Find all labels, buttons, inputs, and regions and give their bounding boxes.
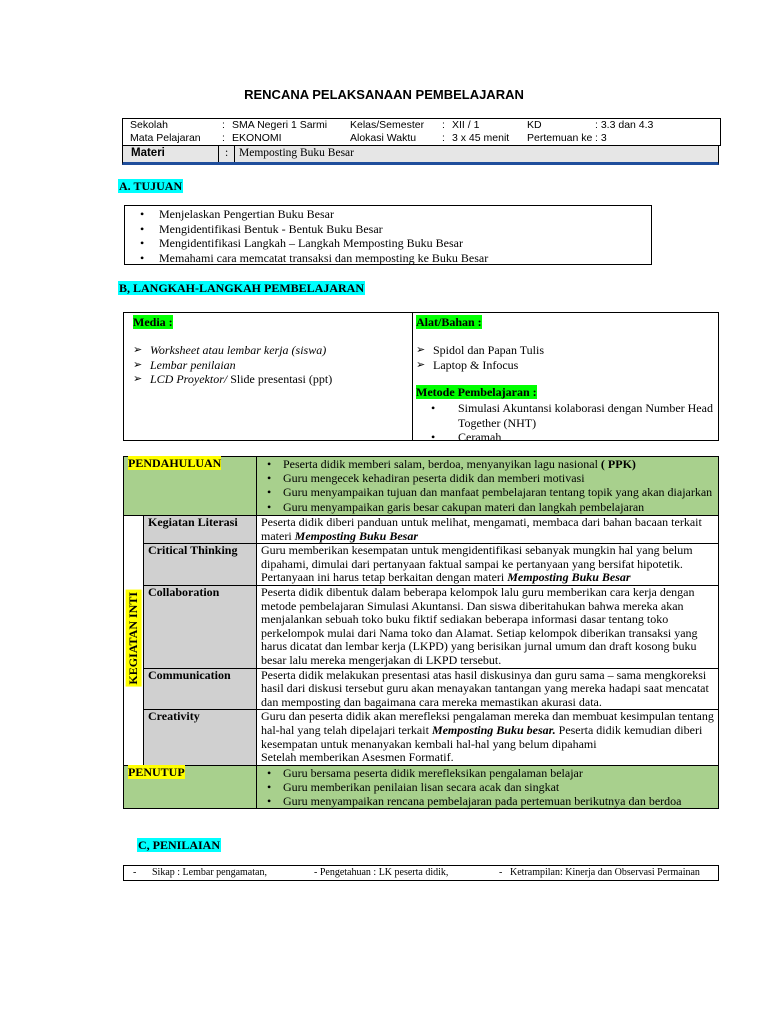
literasi-label: Kegiatan Literasi	[144, 516, 257, 544]
mapel-label: Mata Pelajaran	[130, 132, 201, 144]
kegiatan-inti-label: KEGIATAN INTI	[125, 592, 140, 685]
alokasi-label: Alokasi Waktu	[350, 132, 417, 144]
metode-label: Metode Pembelajaran :	[416, 385, 537, 399]
list-item: ➢ Spidol dan Papan Tulis	[416, 343, 716, 358]
list-item: ➢ LCD Proyektor/ Slide presentasi (ppt)	[133, 372, 403, 387]
creat-text: Guru dan peserta didik akan merefleksi pengalaman mereka dan membuat kesimpulan tentang hal-hal yang telah dipelajari terkait Memposting Buku besar. Peserta didik kemudian diberi kesempatan untuk menanyakan kembali hal-hal yang belum dipahami Setelah memberikan Asesmen Formatif.	[257, 710, 719, 765]
comm-label: Communication	[144, 668, 257, 710]
list-item: • Memahami cara memcatat transaksi dan memposting ke Buku Besar	[125, 251, 651, 266]
list-item: • Guru bersama peserta didik merefleksikan pengalaman belajar	[261, 766, 714, 780]
materi-row: Materi : Memposting Buku Besar	[122, 145, 719, 165]
list-item: • Simulasi Akuntansi kolaborasi dengan Number Head Together (NHT)	[416, 401, 716, 430]
tujuan-box	[124, 205, 652, 265]
alokasi-value: 3 x 45 menit	[452, 132, 510, 144]
list-item: • Guru menyampaikan rencana pembelajaran pada pertemuan berikutnya dan berdoa	[261, 794, 714, 808]
sekolah-value: SMA Negeri 1 Sarmi	[232, 119, 328, 131]
materi-value: Memposting Buku Besar	[239, 147, 354, 159]
media-label: Media :	[133, 315, 173, 329]
alat-label: Alat/Bahan :	[416, 315, 482, 329]
penutup-label: PENUTUP	[128, 764, 185, 779]
list-item: • Ceramah	[416, 430, 716, 445]
penilaian-heading: C, PENILAIAN	[138, 838, 221, 852]
sekolah-label: Sekolah	[130, 119, 168, 131]
tujuan-heading: A. TUJUAN	[119, 179, 183, 193]
collab-text: Peserta didik dibentuk dalam beberapa kelompok lalu guru memberikan cara kerja dengan metode pembelajaran Simulasi Akuntansi. Dan siswa diberitahukan bahwa mereka akan menjalankan sebuah toko buku fiktif sediakan beberapa informasi dasar tentang toko perkelompok mulai dari Nama toko dan Alamat. Setiap kelompok diberikan transaksi yang harus dicatat dan lembar kerja (LKPD) yang berisikan jurnal umum dan draft kosong buku besar lalu mereka mengerjakan di LKPD tersebut.	[257, 585, 719, 668]
collab-label: Collaboration	[144, 585, 257, 668]
critical-text: Guru memberikan kesempatan untuk mengidentifikasi sebanyak mungkin hal yang belum dipahami, dimulai dari pertanyaan faktual sampai ke pertanyaan yang bersifat hipotetik. Pertanyaan ini harus tetap berkaitan dengan materi Memposting Buku Besar	[257, 544, 719, 586]
materi-label: Materi	[131, 147, 165, 159]
kelas-label: Kelas/Semester	[350, 119, 425, 131]
pengetahuan-text: - Pengetahuan : LK peserta didik,	[314, 867, 449, 878]
list-item: • Guru menyampaikan tujuan dan manfaat pembelajaran tentang topik yang akan diajarkan	[261, 485, 714, 499]
pertemuan-label: Pertemuan ke	[527, 132, 593, 144]
list-item: • Guru mengecek kehadiran peserta didik dan memberi motivasi	[261, 471, 714, 485]
list-item: • Mengidentifikasi Langkah – Langkah Memposting Buku Besar	[125, 236, 651, 251]
list-item: • Mengidentifikasi Bentuk - Bentuk Buku Besar	[125, 222, 651, 237]
keterampilan-text: Ketrampilan: Kinerja dan Observasi Permainan	[510, 867, 700, 878]
page-title: RENCANA PELAKSANAAN PEMBELAJARAN	[244, 87, 524, 102]
penilaian-row: - Sikap : Lembar pengamatan, - Pengetahuan : LK peserta didik, - Ketrampilan: Kinerja dan Observasi Permainan	[123, 865, 719, 881]
langkah-heading: B, LANGKAH-LANGKAH PEMBELAJARAN	[119, 281, 365, 295]
sikap-text: Sikap : Lembar pengamatan,	[152, 867, 267, 878]
kelas-value: XII / 1	[452, 119, 480, 131]
list-item: ➢ Worksheet atau lembar kerja (siswa)	[133, 343, 403, 358]
mapel-value: EKONOMI	[232, 132, 282, 144]
kd-value: : 3.3 dan 4.3	[595, 119, 654, 131]
school-info-table: Sekolah : SMA Negeri 1 Sarmi Kelas/Semester : XII / 1 KD : 3.3 dan 4.3 Mata Pelajaran : EKONOMI Alokasi Waktu : 3 x 45 menit Pertemuan ke : 3	[122, 118, 721, 146]
list-item: • Peserta didik memberi salam, berdoa, menyanyikan lagu nasional ( PPK)	[261, 457, 714, 471]
literasi-text: Peserta didik diberi panduan untuk melihat, mengamati, membaca dari bahan bacaan terkait materi Memposting Buku Besar	[257, 516, 719, 544]
creat-label: Creativity	[144, 710, 257, 765]
kd-label: KD	[527, 119, 542, 131]
comm-text: Peserta didik melakukan presentasi atas hasil diskusinya dan guru sama – sama mengkoreksi hasil dari diskusi tersebut guru akan menayakan tantangan yang mereka hadapi saat mencatat dan memposting dan bagaimana cara mereka memastikan akurasi data.	[257, 668, 719, 710]
media-box	[123, 312, 719, 444]
kegiatan-table	[123, 456, 719, 809]
list-item: • Guru menyampaikan garis besar cakupan materi dan langkah pembelajaran	[261, 500, 714, 514]
critical-label: Critical Thinking	[144, 544, 257, 586]
list-item: ➢ Laptop & Infocus	[416, 358, 716, 373]
list-item: • Menjelaskan Pengertian Buku Besar	[125, 207, 651, 222]
list-item: • Guru memberikan penilaian lisan secara acak dan singkat	[261, 780, 714, 794]
pendahuluan-label: PENDAHULUAN	[128, 456, 222, 470]
list-item: ➢ Lembar penilaian	[133, 358, 403, 373]
pertemuan-value: : 3	[595, 132, 607, 144]
